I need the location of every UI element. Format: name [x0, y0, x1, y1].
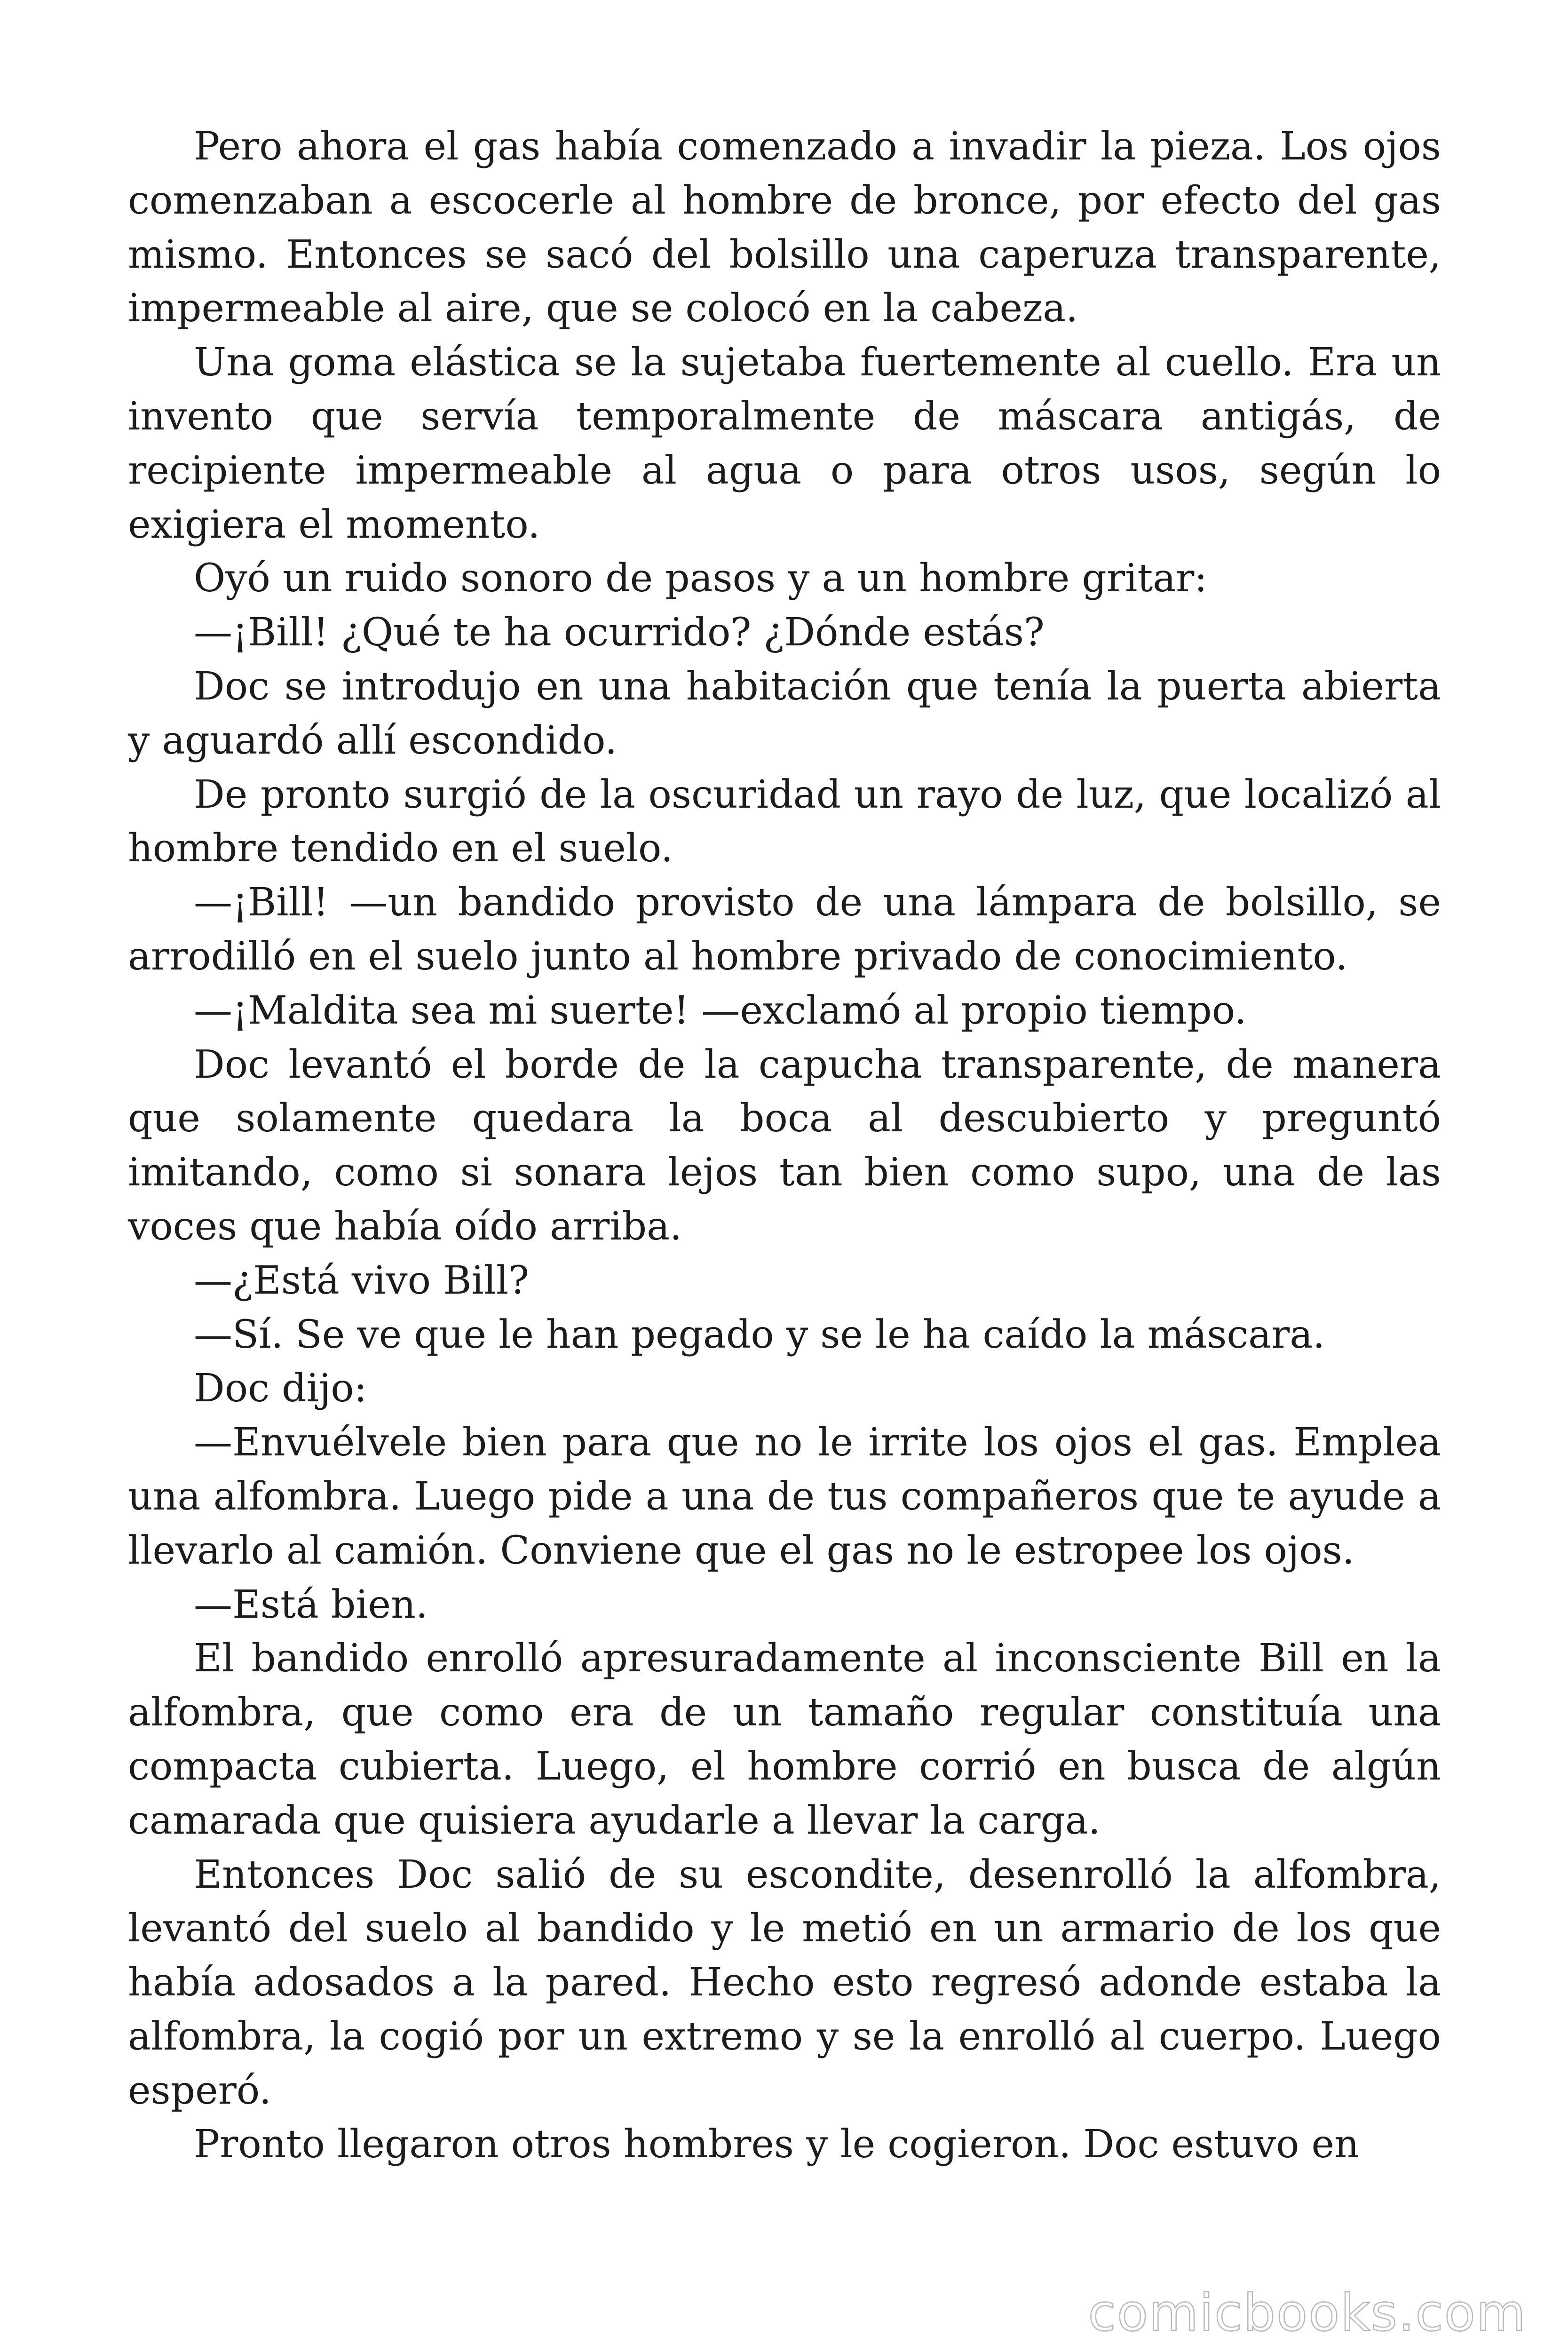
- paragraph: Pronto llegaron otros hombres y le cogieron. Doc estuvo en: [194, 2122, 1359, 2167]
- paragraph: —¡Bill! —un bandido provisto de una lámpara de bolsillo, se arrodilló en el suelo junto al hombre privado de conocimiento.: [128, 880, 1441, 979]
- watermark: comicbooks.com: [1088, 2284, 1527, 2343]
- paragraph: Pero ahora el gas había comenzado a invadir la pieza. Los ojos comenzaban a escocerle al hombre de bronce, por efecto del gas mismo. Entonces se sacó del bolsillo una caperuza transparente, impermeable al aire, que se colocó en la cabeza.: [128, 124, 1441, 331]
- paragraph: —Está bien.: [194, 1582, 428, 1627]
- paragraph: Doc se introdujo en una habitación que tenía la puerta abierta y aguardó allí escondido.: [128, 664, 1441, 763]
- paragraph: Oyó un ruido sonoro de pasos y a un hombre gritar:: [194, 556, 1207, 601]
- paragraph: El bandido enrolló apresuradamente al inconsciente Bill en la alfombra, que como era de un tamaño regular constituía una compacta cubierta. Luego, el hombre corrió en busca de algún camarada que quisiera ayudarle a llevar la carga.: [128, 1636, 1441, 1843]
- paragraph: Doc dijo:: [194, 1366, 367, 1411]
- paragraph: —Envuélvele bien para que no le irrite los ojos el gas. Emplea una alfombra. Luego pide a una de tus compañeros que te ayude a llevarlo al camión. Conviene que el gas no le estropee los ojos.: [128, 1420, 1441, 1573]
- paragraph: Una goma elástica se la sujetaba fuertemente al cuello. Era un invento que servía temporalmente de máscara antigás, de recipiente impermeable al agua o para otros usos, según lo exigiera el momento.: [128, 340, 1441, 547]
- paragraph: —Sí. Se ve que le han pegado y se le ha caído la máscara.: [194, 1312, 1325, 1357]
- paragraph: —¿Está vivo Bill?: [194, 1258, 530, 1303]
- paragraph: Doc levantó el borde de la capucha transparente, de manera que solamente quedara la boca al descubierto y preguntó imitando, como si sonara lejos tan bien como supo, una de las voces que había oído arriba.: [128, 1042, 1441, 1249]
- paragraph: Entonces Doc salió de su escondite, desenrolló la alfombra, levantó del suelo al bandido y le metió en un armario de los que había adosados a la pared. Hecho esto regresó adonde estaba la alfombra, la cogió por un extremo y se la enrolló al cuerpo. Luego esperó.: [128, 1852, 1441, 2113]
- body-text: [128, 120, 1441, 2172]
- paragraph: —¡Maldita sea mi suerte! —exclamó al propio tiempo.: [194, 988, 1247, 1033]
- paragraph: —¡Bill! ¿Qué te ha ocurrido? ¿Dónde estás?: [194, 610, 1045, 655]
- paragraph: De pronto surgió de la oscuridad un rayo de luz, que localizó al hombre tendido en el suelo.: [128, 772, 1441, 871]
